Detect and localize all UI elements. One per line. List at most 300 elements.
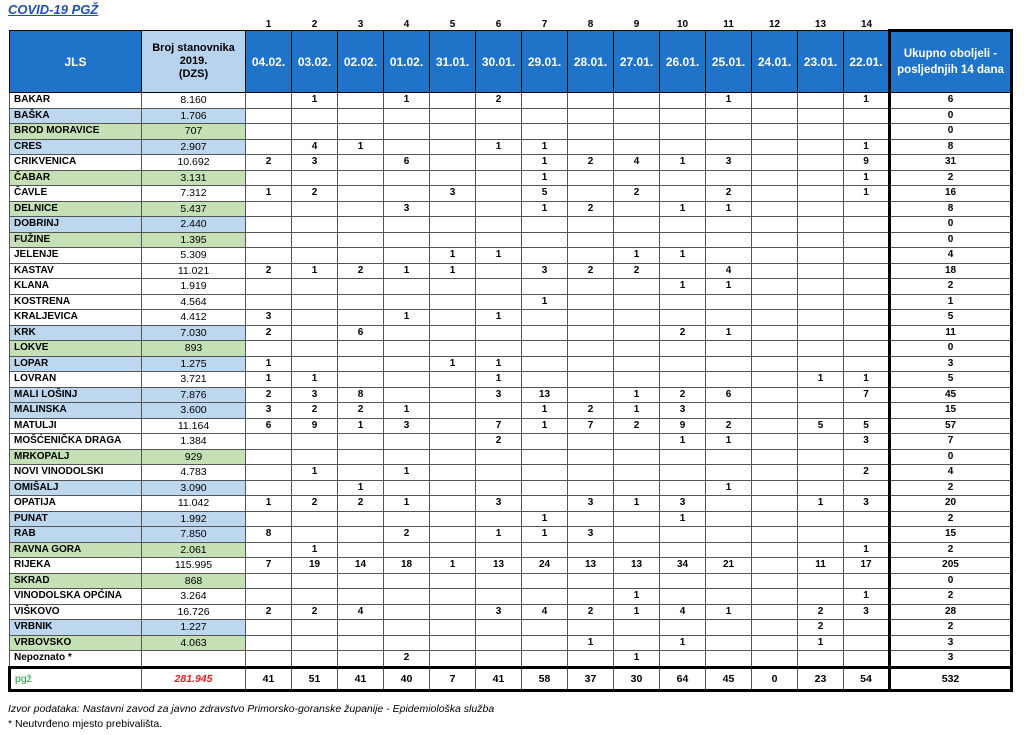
case-count: [430, 124, 476, 140]
case-count: 1: [338, 139, 384, 155]
case-count: 2: [614, 263, 660, 279]
population-value: 1.919: [142, 279, 246, 295]
population-value: 893: [142, 341, 246, 357]
sum-count: 41: [476, 667, 522, 690]
case-count: [292, 279, 338, 295]
case-count: [522, 372, 568, 388]
case-count: [844, 310, 890, 326]
case-count: [752, 155, 798, 171]
case-count: [844, 356, 890, 372]
case-count: 4: [660, 604, 706, 620]
case-count: [798, 294, 844, 310]
population-value: [142, 651, 246, 668]
case-count: 6: [706, 387, 752, 403]
date-header: 22.01.: [844, 31, 890, 93]
case-count: [614, 527, 660, 543]
case-count: [660, 139, 706, 155]
case-count: 2: [384, 651, 430, 668]
case-count: [246, 124, 292, 140]
case-count: [430, 542, 476, 558]
case-count: [430, 589, 476, 605]
case-count: [752, 232, 798, 248]
case-count: [338, 310, 384, 326]
column-number: 14: [860, 19, 873, 30]
case-count: [752, 403, 798, 419]
case-count: 1: [292, 263, 338, 279]
case-count: [798, 186, 844, 202]
case-count: 1: [844, 93, 890, 109]
date-header: 30.01.: [476, 31, 522, 93]
case-count: 6: [338, 325, 384, 341]
municipality-name: LOPAR: [10, 356, 142, 372]
source-note: Izvor podataka: Nastavni zavod za javno zdravstvo Primorsko-goranske županije - Epidemiološka služba: [8, 703, 495, 715]
case-count: 9: [660, 418, 706, 434]
case-count: 1: [522, 511, 568, 527]
table-row: [10, 573, 1012, 589]
case-count: [798, 573, 844, 589]
municipality-name: KLANA: [10, 279, 142, 295]
case-count: [614, 356, 660, 372]
case-count: 1: [384, 93, 430, 109]
case-count: [246, 573, 292, 589]
municipality-name: DELNICE: [10, 201, 142, 217]
case-count: [292, 651, 338, 668]
case-count: 13: [522, 387, 568, 403]
case-count: 1: [246, 186, 292, 202]
case-count: [292, 170, 338, 186]
case-count: [568, 372, 614, 388]
case-count: 1: [844, 542, 890, 558]
population-value: 11.021: [142, 263, 246, 279]
case-count: [246, 511, 292, 527]
case-count: [798, 325, 844, 341]
case-count: [476, 635, 522, 651]
case-count: [752, 108, 798, 124]
case-count: [430, 155, 476, 171]
case-count: [614, 232, 660, 248]
case-count: 2: [660, 325, 706, 341]
case-count: [476, 279, 522, 295]
case-count: 2: [338, 263, 384, 279]
population-value: 1.706: [142, 108, 246, 124]
case-count: [246, 465, 292, 481]
case-count: 1: [246, 356, 292, 372]
case-count: [844, 279, 890, 295]
municipality-name: Nepoznato *: [10, 651, 142, 668]
case-count: 1: [706, 201, 752, 217]
case-count: 1: [706, 279, 752, 295]
case-count: [292, 635, 338, 651]
case-count: 1: [614, 589, 660, 605]
population-value: 2.061: [142, 542, 246, 558]
case-count: 3: [706, 155, 752, 171]
case-count: 2: [246, 325, 292, 341]
population-value: 5.437: [142, 201, 246, 217]
date-header: 03.02.: [292, 31, 338, 93]
table-row: [10, 279, 1012, 295]
case-count: [798, 232, 844, 248]
case-count: [292, 217, 338, 233]
case-count: [522, 589, 568, 605]
case-count: [522, 248, 568, 264]
case-count: [752, 620, 798, 636]
case-count: 1: [292, 372, 338, 388]
case-count: [292, 201, 338, 217]
case-count: 3: [384, 201, 430, 217]
population-value: 7.030: [142, 325, 246, 341]
sum-count: 51: [292, 667, 338, 690]
case-count: [568, 108, 614, 124]
case-count: [246, 294, 292, 310]
case-count: [292, 356, 338, 372]
case-count: [660, 651, 706, 668]
population-value: 10.692: [142, 155, 246, 171]
population-value: 2.440: [142, 217, 246, 233]
total-cases: 0: [890, 108, 1012, 124]
case-count: [614, 310, 660, 326]
case-count: [246, 232, 292, 248]
municipality-name: MALINSKA: [10, 403, 142, 419]
case-count: 5: [798, 418, 844, 434]
population-value: 4.063: [142, 635, 246, 651]
case-count: [430, 418, 476, 434]
case-count: 1: [844, 170, 890, 186]
case-count: 1: [660, 434, 706, 450]
municipality-name: KRK: [10, 325, 142, 341]
municipality-name: CRIKVENICA: [10, 155, 142, 171]
case-count: 18: [384, 558, 430, 574]
case-count: [614, 294, 660, 310]
case-count: [522, 310, 568, 326]
population-value: 1.227: [142, 620, 246, 636]
total-cases: 2: [890, 279, 1012, 295]
total-cases: 3: [890, 651, 1012, 668]
case-count: [476, 170, 522, 186]
total-cases: 5: [890, 372, 1012, 388]
case-count: [522, 279, 568, 295]
case-count: 6: [384, 155, 430, 171]
case-count: [430, 387, 476, 403]
table-row: [10, 124, 1012, 140]
case-count: [568, 434, 614, 450]
case-count: [246, 449, 292, 465]
case-count: [844, 449, 890, 465]
population-value: 3.090: [142, 480, 246, 496]
case-count: [844, 620, 890, 636]
table-row: [10, 387, 1012, 403]
table-row: [10, 93, 1012, 109]
case-count: [660, 217, 706, 233]
date-header: 29.01.: [522, 31, 568, 93]
case-count: [338, 573, 384, 589]
case-count: 1: [614, 496, 660, 512]
case-count: [614, 341, 660, 357]
case-count: [844, 403, 890, 419]
case-count: [338, 341, 384, 357]
total-cases: 2: [890, 480, 1012, 496]
case-count: [660, 449, 706, 465]
case-count: 1: [292, 93, 338, 109]
case-count: [568, 124, 614, 140]
population-value: 16.726: [142, 604, 246, 620]
case-count: 2: [798, 604, 844, 620]
case-count: 11: [798, 558, 844, 574]
case-count: [338, 465, 384, 481]
case-count: [384, 449, 430, 465]
case-count: [430, 527, 476, 543]
municipality-name: VRBOVSKO: [10, 635, 142, 651]
population-value: 8.160: [142, 93, 246, 109]
case-count: [430, 170, 476, 186]
case-count: [568, 279, 614, 295]
case-count: [522, 573, 568, 589]
case-count: 1: [476, 372, 522, 388]
case-count: [614, 93, 660, 109]
case-count: 1: [660, 279, 706, 295]
case-count: [614, 542, 660, 558]
case-count: [476, 263, 522, 279]
case-count: [752, 635, 798, 651]
case-count: [660, 263, 706, 279]
case-count: [384, 139, 430, 155]
case-count: 5: [522, 186, 568, 202]
case-count: [798, 434, 844, 450]
case-count: 9: [844, 155, 890, 171]
case-count: [430, 480, 476, 496]
case-count: 3: [246, 403, 292, 419]
case-count: [660, 108, 706, 124]
case-count: [706, 356, 752, 372]
case-count: 1: [476, 356, 522, 372]
case-count: [292, 232, 338, 248]
table-body: [10, 93, 1012, 691]
table-row: [10, 294, 1012, 310]
municipality-name: NOVI VINODOLSKI: [10, 465, 142, 481]
case-count: [706, 139, 752, 155]
case-count: [798, 542, 844, 558]
case-count: [246, 434, 292, 450]
column-number: 2: [311, 19, 318, 30]
total-header-line1: Ukupno oboljeli -: [903, 48, 998, 60]
case-count: [568, 480, 614, 496]
total-cases: 2: [890, 542, 1012, 558]
case-count: 7: [476, 418, 522, 434]
case-count: [568, 93, 614, 109]
case-count: [292, 511, 338, 527]
case-count: 1: [706, 604, 752, 620]
case-count: [384, 232, 430, 248]
case-count: [568, 170, 614, 186]
sum-row: [10, 667, 1012, 690]
case-count: [614, 480, 660, 496]
case-count: 3: [844, 434, 890, 450]
case-count: [844, 573, 890, 589]
case-count: [706, 635, 752, 651]
case-count: [798, 201, 844, 217]
case-count: 4: [522, 604, 568, 620]
table-row: [10, 403, 1012, 419]
case-count: [292, 124, 338, 140]
case-count: [752, 465, 798, 481]
case-count: [752, 294, 798, 310]
case-count: 1: [384, 465, 430, 481]
case-count: [752, 651, 798, 668]
case-count: [614, 170, 660, 186]
case-count: [614, 279, 660, 295]
population-value: 11.042: [142, 496, 246, 512]
total-cases: 3: [890, 635, 1012, 651]
table-row: [10, 589, 1012, 605]
case-count: [384, 620, 430, 636]
case-count: 24: [522, 558, 568, 574]
case-count: [752, 325, 798, 341]
case-count: [614, 201, 660, 217]
population-value: 1.384: [142, 434, 246, 450]
case-count: [430, 217, 476, 233]
case-count: 13: [568, 558, 614, 574]
case-count: 1: [522, 403, 568, 419]
case-count: [752, 589, 798, 605]
case-count: [798, 449, 844, 465]
case-count: [798, 217, 844, 233]
case-count: [384, 387, 430, 403]
case-count: [522, 449, 568, 465]
case-count: 2: [338, 403, 384, 419]
case-count: [614, 124, 660, 140]
case-count: [292, 527, 338, 543]
case-count: 1: [246, 496, 292, 512]
municipality-name: RAVNA GORA: [10, 542, 142, 558]
case-count: [384, 108, 430, 124]
case-count: [660, 527, 706, 543]
total-cases: 2: [890, 511, 1012, 527]
municipality-name: VINODOLSKA OPĆINA: [10, 589, 142, 605]
table-row: [10, 449, 1012, 465]
case-count: 2: [614, 418, 660, 434]
case-count: 1: [338, 480, 384, 496]
case-count: 3: [522, 263, 568, 279]
case-count: [614, 325, 660, 341]
case-count: [430, 341, 476, 357]
date-header: 28.01.: [568, 31, 614, 93]
case-count: [798, 263, 844, 279]
case-count: [706, 449, 752, 465]
case-count: 2: [568, 604, 614, 620]
case-count: 1: [476, 527, 522, 543]
case-count: [338, 511, 384, 527]
case-count: [568, 232, 614, 248]
case-count: [476, 480, 522, 496]
case-count: [430, 325, 476, 341]
column-number: 10: [676, 19, 689, 30]
case-count: [844, 248, 890, 264]
case-count: [522, 356, 568, 372]
case-count: [660, 620, 706, 636]
population-value: 7.850: [142, 527, 246, 543]
case-count: [844, 232, 890, 248]
case-count: [752, 604, 798, 620]
column-number: 1: [265, 19, 272, 30]
municipality-name: BROD MORAVICE: [10, 124, 142, 140]
case-count: 1: [384, 263, 430, 279]
population-value: 115.995: [142, 558, 246, 574]
case-count: [384, 186, 430, 202]
case-count: [568, 139, 614, 155]
case-count: [844, 635, 890, 651]
case-count: 1: [430, 558, 476, 574]
population-value: 3.600: [142, 403, 246, 419]
municipality-name: MALI LOŠINJ: [10, 387, 142, 403]
case-count: [844, 480, 890, 496]
case-count: [706, 403, 752, 419]
case-count: [430, 449, 476, 465]
page-title: COVID-19 PGŽ: [8, 2, 99, 17]
case-count: [522, 434, 568, 450]
sum-count: 30: [614, 667, 660, 690]
case-count: 34: [660, 558, 706, 574]
case-count: [614, 449, 660, 465]
municipality-name: VIŠKOVO: [10, 604, 142, 620]
case-count: 1: [338, 418, 384, 434]
case-count: [246, 480, 292, 496]
case-count: 1: [660, 511, 706, 527]
case-count: [844, 201, 890, 217]
table-row: [10, 620, 1012, 636]
population-value: 7.312: [142, 186, 246, 202]
population-value: 1.275: [142, 356, 246, 372]
case-count: [246, 170, 292, 186]
case-count: [660, 232, 706, 248]
sum-population: 281.945: [142, 667, 246, 690]
case-count: 2: [246, 155, 292, 171]
case-count: [752, 124, 798, 140]
case-count: 1: [476, 310, 522, 326]
case-count: [568, 589, 614, 605]
case-count: 1: [522, 170, 568, 186]
case-count: [706, 511, 752, 527]
case-count: [246, 620, 292, 636]
column-number: 6: [495, 19, 502, 30]
case-count: [798, 279, 844, 295]
case-count: [798, 170, 844, 186]
case-count: [430, 635, 476, 651]
case-count: [292, 248, 338, 264]
case-count: [384, 434, 430, 450]
municipality-name: VRBNIK: [10, 620, 142, 636]
case-count: [752, 480, 798, 496]
case-count: [522, 465, 568, 481]
case-count: [384, 170, 430, 186]
case-count: [476, 155, 522, 171]
date-header: 24.01.: [752, 31, 798, 93]
total-header-line2: posljednjih 14 dana: [897, 64, 1004, 76]
footnote: * Neutvrđeno mjesto prebivališta.: [8, 718, 163, 730]
total-cases: 28: [890, 604, 1012, 620]
case-count: 4: [614, 155, 660, 171]
case-count: [706, 651, 752, 668]
sum-count: 45: [706, 667, 752, 690]
case-count: [844, 217, 890, 233]
sum-label: pgž: [10, 667, 142, 690]
case-count: [660, 589, 706, 605]
municipality-name: BAŠKA: [10, 108, 142, 124]
case-count: [660, 480, 706, 496]
case-count: 1: [844, 186, 890, 202]
total-cases: 11: [890, 325, 1012, 341]
case-count: [706, 527, 752, 543]
case-count: [752, 201, 798, 217]
case-count: [798, 310, 844, 326]
